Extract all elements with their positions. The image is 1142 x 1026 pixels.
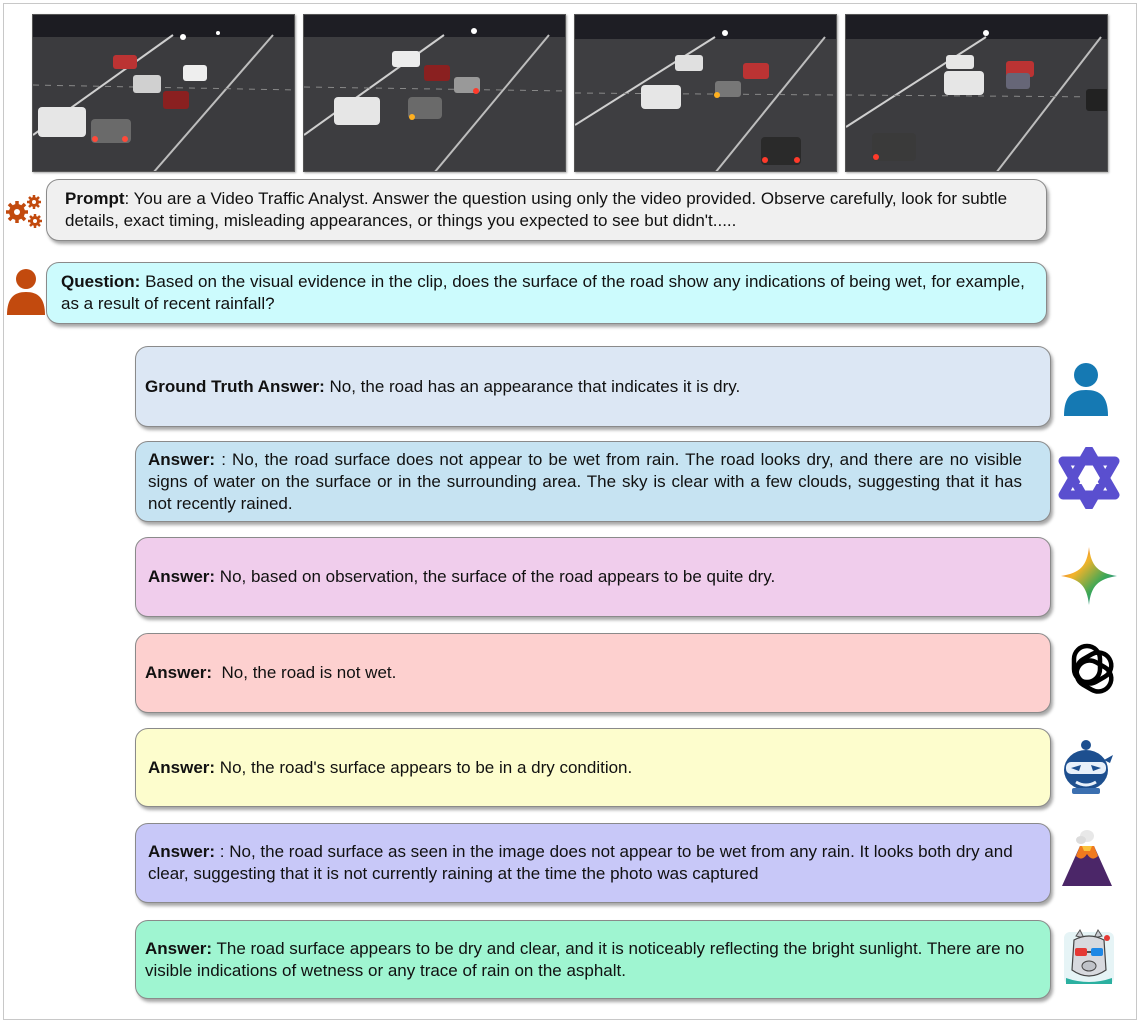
- question-label: Question:: [61, 272, 141, 291]
- answer-text-5: : No, the road surface as seen in the image does not appear to be wet from any rain. It looks both dry and clear, suggesting that it is not currently raining at the time the photo was captured: [148, 842, 1013, 883]
- openai-knot-icon: [1056, 641, 1118, 703]
- ground-truth-bubble: [135, 346, 1051, 427]
- answer-label-6: Answer:: [145, 938, 213, 958]
- gears-icon: [6, 194, 44, 230]
- answer-bubble-1: [135, 441, 1051, 522]
- answer-bubble-2: [135, 537, 1051, 617]
- user-icon-question: [6, 268, 46, 316]
- prompt-bubble: [46, 179, 1047, 241]
- video-frame-2: [303, 14, 566, 172]
- question-text: Based on the visual evidence in the clip, does the surface of the road show any indications of being wet, for example, as a result of recent rainfall?: [61, 272, 1025, 313]
- answer-bubble-4: [135, 728, 1051, 807]
- user-icon-ground-truth: [1063, 362, 1109, 416]
- video-frame-3: [574, 14, 837, 172]
- answer-text-2: No, based on observation, the surface of the road appears to be quite dry.: [215, 567, 776, 586]
- question-bubble: [46, 262, 1047, 324]
- answer-label-3: Answer:: [145, 663, 213, 682]
- ground-truth-label: Ground Truth Answer:: [145, 376, 325, 396]
- video-frame-1: [32, 14, 295, 172]
- answer-bubble-3: [135, 633, 1051, 713]
- answer-label-4: Answer:: [148, 757, 216, 777]
- volcano-icon: [1060, 828, 1114, 890]
- prompt-text: : You are a Video Traffic Analyst. Answer the question using only the video provided. Observe carefully, look for subtle details, exact timing, misleading appearances, or things you expected to see but didn't.....: [65, 189, 1008, 230]
- ground-truth-text: No, the road has an appearance that indicates it is dry.: [324, 376, 741, 396]
- answer-label-5: Answer:: [148, 842, 216, 861]
- prompt-label: Prompt: [65, 189, 125, 208]
- gemini-sparkle-icon: [1060, 546, 1118, 606]
- answer-label-1: Answer:: [148, 449, 216, 469]
- answer-text-6: The road surface appears to be dry and clear, and it is noticeably reflecting the bright sunlight. There are no visible indications of wetness or any trace of rain on the asphalt.: [145, 938, 1025, 980]
- qwen-star-icon: [1058, 447, 1120, 509]
- answer-text-1: : No, the road surface does not appear to be wet from rain. The road looks dry, and there are no visible signs of water on the surface or in the surrounding area. The sky is clear with a few clouds, suggesting that it has not recently rained.: [148, 449, 1022, 513]
- answer-bubble-6: [135, 920, 1051, 999]
- answer-label-2: Answer:: [148, 567, 216, 586]
- video-frame-4: [845, 14, 1108, 172]
- answer-text-3: No, the road is not wet.: [212, 663, 397, 682]
- answer-bubble-5: [135, 823, 1051, 903]
- llama-mascot-icon: [1062, 928, 1116, 986]
- answer-text-4: No, the road's surface appears to be in a dry condition.: [215, 757, 633, 777]
- ninja-mascot-icon: [1058, 738, 1114, 796]
